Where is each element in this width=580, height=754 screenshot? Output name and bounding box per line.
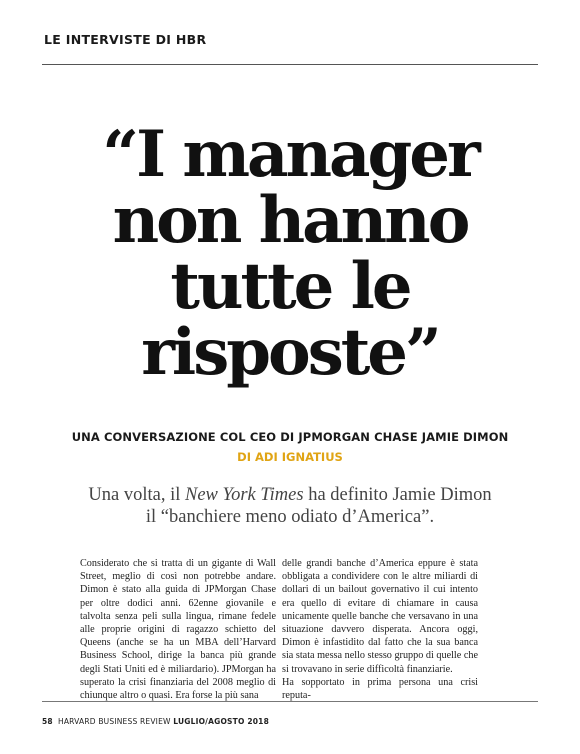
bottom-divider [42,701,538,702]
issue-date: LUGLIO/AGOSTO 2018 [173,717,270,726]
section-label: LE INTERVISTE DI HBR [44,32,207,47]
headline [0,117,580,390]
deck-text: ha definito Jamie Dimon [303,485,492,505]
headline-line: tutte le [170,249,410,324]
deck-text: Una volta, il [88,485,185,505]
body-column-right [282,557,478,702]
subtitle: UNA CONVERSAZIONE COL CEO DI JPMORGAN CHASE JAMIE DIMON [71,430,509,444]
deck [0,484,580,528]
body-paragraph: delle grandi banche d’America eppure è stata obbligata a condividere con le altre miliardi di dollari di un bailout governativo il cui intento era quello di evitare di chiamare in causa unicamente quelle banche che versavano in una situazione davvero disperata. Ancora oggi, Dimon è infastidito dal fatto che la sua banca sia stata messa nello stesso gruppo di quelle che si trovavano in serie difficoltà finanziarie. [282,558,478,675]
deck-line-1 [0,484,580,506]
deck-italic: New York Times [184,485,304,505]
headline-line: risposte” [141,315,439,390]
headline-line: non hanno [112,183,468,258]
byline: DI ADI IGNATIUS [237,450,343,464]
publication-name: HARVARD BUSINESS REVIEW [58,717,171,726]
page-number: 58 [42,717,53,726]
headline-line: “I manager [102,117,478,192]
page-footer [42,717,269,726]
deck-line-2: il “banchiere meno odiato d’America”. [145,507,435,527]
body-column-left: Considerato che si tratta di un gigante di Wall Street, meglio di così non potrebbe andare. Dimon è stato alla guida di JPMorgan Chase per oltre dodici anni. 62enne giovanile e talvolta senza peli sulla lingua, rimane fedele alle proprie origini di ragazzo schietto del Queens (anche se ha un MBA dell’Harvard Business School, dirige la banca più grande degli Stati Uniti ed è miliardario). JPMorgan ha superato la crisi finanziaria del 2008 meglio di chiunque altro o quasi. Era forse la più sana [80,558,276,702]
top-divider [42,64,538,65]
body-paragraph: Ha sopportato in prima persona una crisi reputa- [282,676,478,702]
